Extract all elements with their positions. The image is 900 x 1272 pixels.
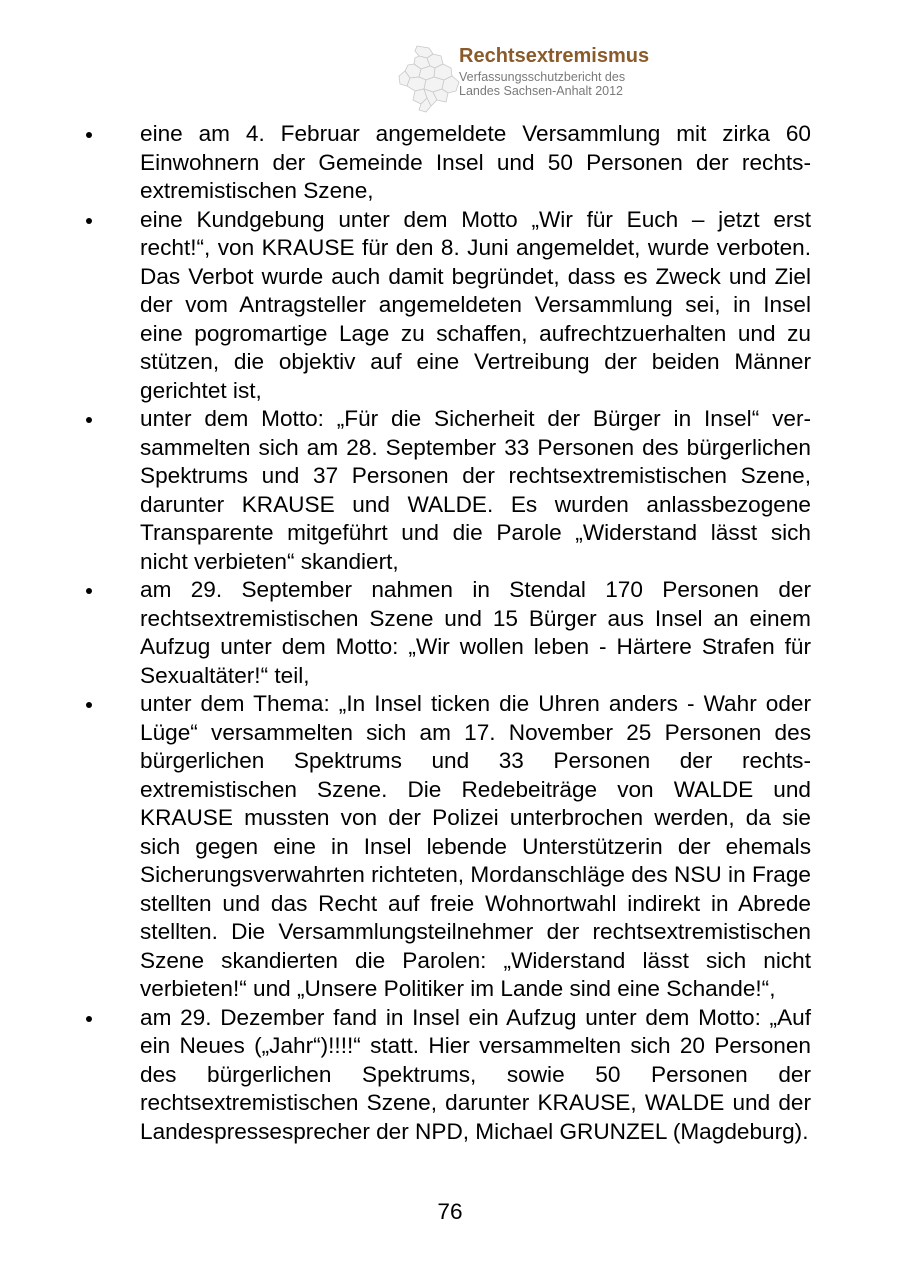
bullet-icon <box>86 1004 96 1033</box>
list-item <box>0 690 811 1004</box>
page-header <box>397 44 697 114</box>
header-title: Rechtsextremismus <box>459 45 650 67</box>
bullet-icon <box>86 690 96 719</box>
list-item-text: eine am 4. Februar angemeldete Versammlung mit zirka 60 Einwohnern der Gemeinde Insel und 50 Personen der rechtsextremistischen Szene, <box>140 121 811 203</box>
list-item <box>0 206 811 406</box>
list-item <box>0 120 811 206</box>
bullet-list <box>0 120 900 1146</box>
bullet-icon <box>86 576 96 605</box>
header-subtitle-line2: Landes Sachsen-Anhalt 2012 <box>459 84 624 98</box>
header-subtitle-line1: Verfassungsschutzbericht des <box>459 70 626 84</box>
page-number: 76 <box>437 1199 463 1224</box>
list-item-text: unter dem Thema: „In Insel ticken die Uhren anders - Wahr oder Lüge“ versammelten sich am 17. November 25 Personen des bürgerlichen Spektrums und 33 Personen der rechts extremistischen Szene. Die Redebeiträge von WALDE und KRAUSE mussten von der Polizei unterbrochen werden, da sie sich gegen eine in Insel lebende Unterstützerin der ehemals Sicherungsverwahrten richteten, Mordanschläge des NSU in Frage stellten und das Recht auf freie Wohnortwahl indirekt in Abrede stellten. Die Versammlungsteilnehmer der rechtsextremistischen Szene skandierten die Parolen: „Widerstand lässt sich nicht verbieten!“ und „Unsere Politiker im Lande sind eine Schande!“, <box>140 691 811 1001</box>
list-item-text: am 29. Dezember fand in Insel ein Aufzug unter dem Motto: „Auf ein Neues („Jahr“)!!!!“ statt. Hier versammelten sich 20 Personen des bürgerlichen Spektrums, sowie 50 Personen der rechtsextremistischen Szene, darunter KRAUSE, WALDE und der Landespressesprecher der NPD, Michael GRUNZEL (Magdeburg). <box>140 1004 811 1144</box>
list-item-text: am 29. September nahmen in Stendal 170 Personen der rechtsextremistischen Szene und 15 Bürger aus Insel an einem Aufzug unter dem Motto: „Wir wollen leben - Härtere Strafen für Sexualtäter!“ teil, <box>140 577 811 688</box>
saxony-anhalt-map-icon <box>397 44 461 114</box>
list-item <box>0 1004 811 1147</box>
bullet-icon <box>86 405 96 434</box>
list-item <box>0 405 811 576</box>
bullet-icon <box>86 120 96 149</box>
list-item-text: unter dem Motto: „Für die Sicherheit der Bürger in Insel“ versammelten sich am 28. September 33 Personen des bürgerlichen Spektrums und 37 Personen der rechtsextremistischen Szene, darunter KRAUSE und WALDE. Es wurden anlassbezogene Transparente mitgeführt und die Parole „Widerstand lässt sich nicht verbieten“ skandiert, <box>140 406 811 574</box>
bullet-icon <box>86 206 96 235</box>
list-item-text: eine Kundgebung unter dem Motto „Wir für Euch – jetzt erst recht!“, von KRAUSE für den 8. Juni angemeldet, wurde verboten. Das Verbot wurde auch damit begründet, dass es Zweck und Ziel der vom Antragsteller angemeldeten Versammlung sei, in Insel eine pogromartige Lage zu schaffen, aufrechtzuerhalten und zu stützen, die objektiv auf eine Vertreibung der beiden Männer gerichtet ist, <box>140 206 811 403</box>
list-item <box>0 576 811 690</box>
